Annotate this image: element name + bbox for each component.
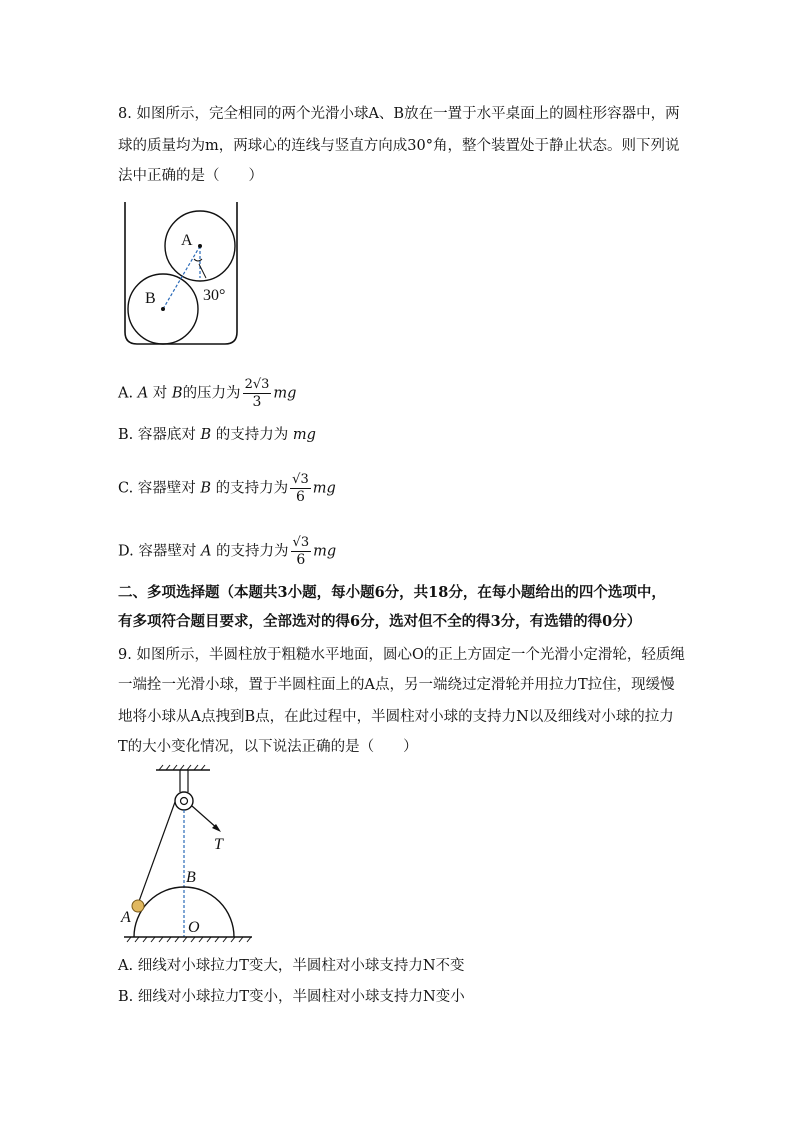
q8-line-1: 8. 如图所示，完全相同的两个光滑小球A、B放在一置于水平桌面上的圆柱形容器中，两 [118,106,680,122]
fraction: $\frac{√3}{6}$ [292,535,310,568]
label-o: O [188,919,200,936]
label-b: B [186,869,196,886]
fraction: $\frac{√3}{6}$ [292,472,309,505]
q9-line-1: 9. 如图所示，半圆柱放于粗糙水平地面，圆心O的正上方固定一个光滑小定滑轮，轻质绳 [118,647,685,663]
container-outline [125,202,237,344]
q9-line-2: 一端拴一光滑小球，置于半圆柱面上的A点，另一端绕过定滑轮并用拉力T拉住，现缓慢 [118,677,675,693]
q9-figure [118,764,258,944]
q9-line-3: 地将小球从A点拽到B点，在此过程中，半圆柱对小球的支持力N以及细线对小球的拉力 [118,709,674,725]
angle-label: 30° [203,287,226,304]
q9-option-b: B. 细线对小球拉力T变小，半圆柱对小球支持力N变小 [118,989,465,1005]
q8-option-b: B. 容器底对 B 的支持力为 mg [118,427,316,443]
label-a: A [121,909,131,926]
label-b: B [145,290,156,307]
q8-line-3: 法中正确的是（ ） [118,168,263,184]
label-t: T [214,836,223,853]
label-a: A [181,232,193,249]
q9-option-a: A. 细线对小球拉力T变大，半圆柱对小球支持力N不变 [118,958,465,974]
q8-option-d: D. 容器壁对 A 的支持力为 $\frac{√3}{6}$ mg [118,535,337,568]
q8-option-c: C. 容器壁对 B 的支持力为 $\frac{√3}{6}$ mg [118,472,336,505]
small-ball [132,900,144,912]
q8-figure [118,196,248,348]
center-line [163,246,200,309]
section-2-heading-line-1: 二、多项选择题（本题共3小题，每小题6分，共18分，在每小题给出的四个选项中， [118,584,666,601]
pulley [175,792,193,810]
q8-line-2: 球的质量均为m，两球心的连线与竖直方向成30°角，整个装置处于静止状态。则下列说 [118,138,680,154]
fraction: $\frac{2√3}{3}$ [244,377,270,410]
q9-line-4: T的大小变化情况，以下说法正确的是（ ） [118,739,418,755]
section-2-heading-line-2: 有多项符合题目要求，全部选对的得6分，选对但不全的得3分，有选错的得0分） [118,613,642,630]
q8-option-a: A. A 对 B的压力为 $\frac{2√3}{3}$ mg [118,377,297,410]
